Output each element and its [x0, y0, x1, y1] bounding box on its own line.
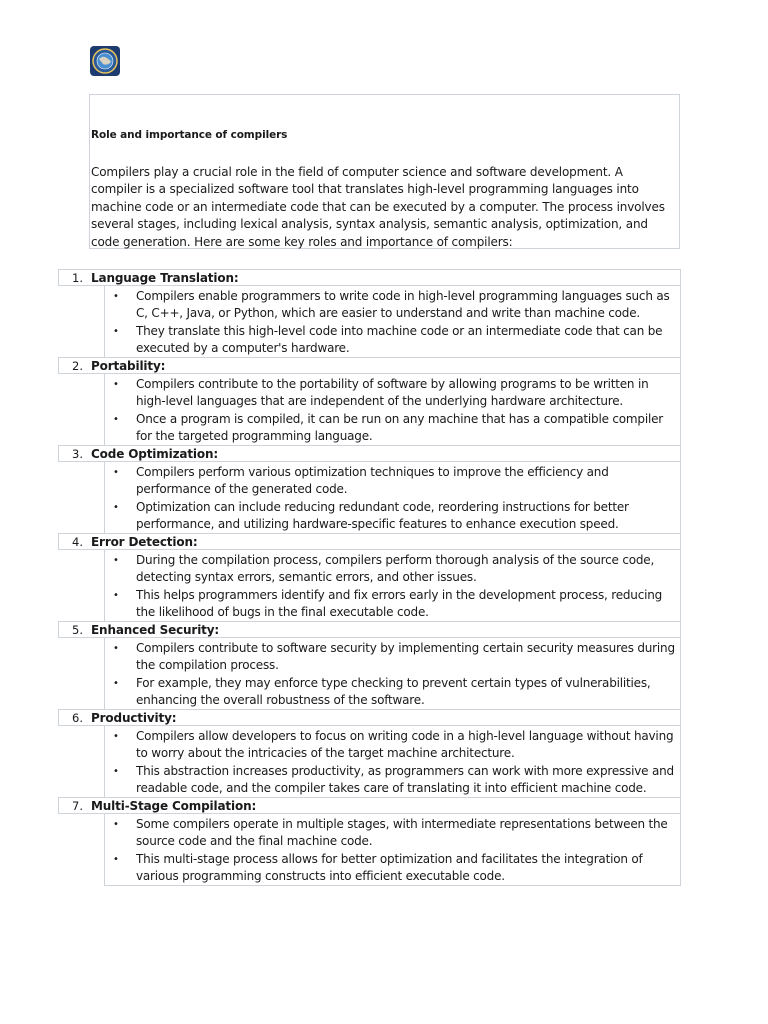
bullet-icon: • [113, 325, 119, 337]
list-item-number: 3. [72, 447, 83, 461]
list-item-title: Portability: [91, 359, 166, 373]
bullet-point [105, 640, 680, 675]
bullet-point [105, 587, 680, 622]
bullet-icon: • [113, 731, 119, 742]
list-item [58, 533, 681, 622]
list-item-number: 1. [72, 271, 83, 285]
bullet-icon: • [113, 765, 119, 777]
list-item-number: 5. [72, 623, 83, 637]
bullet-icon: • [113, 677, 119, 689]
list-item-header [58, 621, 681, 638]
list-item-body [104, 550, 681, 622]
list-item [58, 445, 681, 534]
bullet-point [105, 288, 680, 323]
intro-section [89, 94, 680, 249]
bullet-text: Compilers contribute to software security by implementing certain security measures during the compilation process. [136, 641, 675, 673]
list-item-title: Code Optimization: [91, 447, 219, 461]
list-item [58, 797, 681, 886]
bullet-point [105, 499, 680, 534]
bullet-icon: • [113, 555, 119, 566]
list-item-header [58, 357, 681, 374]
list-item-header [58, 269, 681, 286]
list-item-body [104, 814, 681, 886]
list-item [58, 709, 681, 798]
list-item-title: Enhanced Security: [91, 623, 220, 637]
bullet-point [105, 411, 680, 446]
bullet-icon: • [113, 467, 119, 478]
list-item [58, 269, 681, 358]
list-item-number: 6. [72, 711, 83, 725]
list-item-title: Error Detection: [91, 535, 198, 549]
intro-paragraph: Compilers play a crucial role in the field of computer science and software development. A compiler is a specialized software tool that translates high-level programming languages into machine code or an intermediate code that can be executed by a computer. The process involves several stages, including lexical analysis, syntax analysis, semantic analysis, optimization, and code generation. Here are some key roles and importance of compilers: [91, 165, 665, 249]
list-item-number: 4. [72, 535, 83, 549]
bullet-text: Compilers contribute to the portability of software by allowing programs to be written in high-level languages that are independent of the underlying hardware architecture. [136, 377, 649, 409]
bullet-icon: • [113, 291, 119, 302]
list-item-number: 7. [72, 799, 83, 813]
list-item [58, 357, 681, 446]
bullet-point [105, 816, 680, 851]
logo-icon [90, 46, 120, 76]
bullet-point [105, 464, 680, 499]
bullet-icon: • [113, 819, 119, 830]
bullet-point [105, 552, 680, 587]
bullet-point [105, 728, 680, 763]
bullet-text: This abstraction increases productivity, as programmers can work with more expressive and readable code, and the compiler takes care of translating it into efficient machine code. [136, 763, 674, 795]
roles-list [58, 269, 681, 886]
bullet-icon: • [113, 643, 119, 654]
bullet-icon: • [113, 589, 119, 601]
list-item-body [104, 726, 681, 798]
list-item-number: 2. [72, 359, 83, 373]
bullet-text: They translate this high-level code into machine code or an intermediate code that can be executed by a computer's hardware. [136, 323, 663, 355]
bullet-text: This multi-stage process allows for better optimization and facilitates the integration of various programming constructs into efficient executable code. [136, 851, 643, 883]
list-item-header [58, 797, 681, 814]
list-item-header [58, 709, 681, 726]
bullet-text: Optimization can include reducing redundant code, reordering instructions for better performance, and utilizing hardware-specific features to enhance execution speed. [136, 499, 629, 531]
list-item-body [104, 374, 681, 446]
bullet-icon: • [113, 853, 119, 865]
list-item-title: Productivity: [91, 711, 177, 725]
bullet-text: Compilers perform various optimization techniques to improve the efficiency and performance of the generated code. [136, 465, 609, 497]
intro-title: Role and importance of compilers [91, 129, 288, 141]
list-item-header [58, 533, 681, 550]
list-item-title: Multi-Stage Compilation: [91, 799, 257, 813]
bullet-point [105, 675, 680, 710]
list-item-body [104, 462, 681, 534]
bullet-text: This helps programmers identify and fix errors early in the development process, reducing the likelihood of bugs in the final executable code. [136, 587, 663, 619]
list-item-title: Language Translation: [91, 271, 239, 285]
bullet-text: During the compilation process, compilers perform thorough analysis of the source code, detecting syntax errors, semantic errors, and other issues. [136, 553, 655, 585]
list-item-header [58, 445, 681, 462]
bullet-text: For example, they may enforce type checking to prevent certain types of vulnerabilities, enhancing the overall robustness of the software. [136, 675, 651, 707]
bullet-point [105, 323, 680, 358]
bullet-text: Once a program is compiled, it can be run on any machine that has a compatible compiler for the targeted programming language. [136, 411, 664, 443]
list-item-body [104, 286, 681, 358]
bullet-icon: • [113, 501, 119, 513]
bullet-point [105, 851, 680, 886]
list-item-body [104, 638, 681, 710]
bullet-text: Compilers enable programmers to write code in high-level programming languages such as C, C++, Java, or Python, which are easier to understand and write than machine code. [136, 289, 670, 321]
bullet-icon: • [113, 379, 119, 390]
bullet-text: Some compilers operate in multiple stages, with intermediate representations between the source code and the final machine code. [136, 817, 668, 849]
bullet-point [105, 763, 680, 798]
list-item [58, 621, 681, 710]
bullet-text: Compilers allow developers to focus on writing code in a high-level language without having to worry about the intricacies of the target machine architecture. [136, 729, 674, 761]
bullet-icon: • [113, 413, 119, 425]
bullet-point [105, 376, 680, 411]
